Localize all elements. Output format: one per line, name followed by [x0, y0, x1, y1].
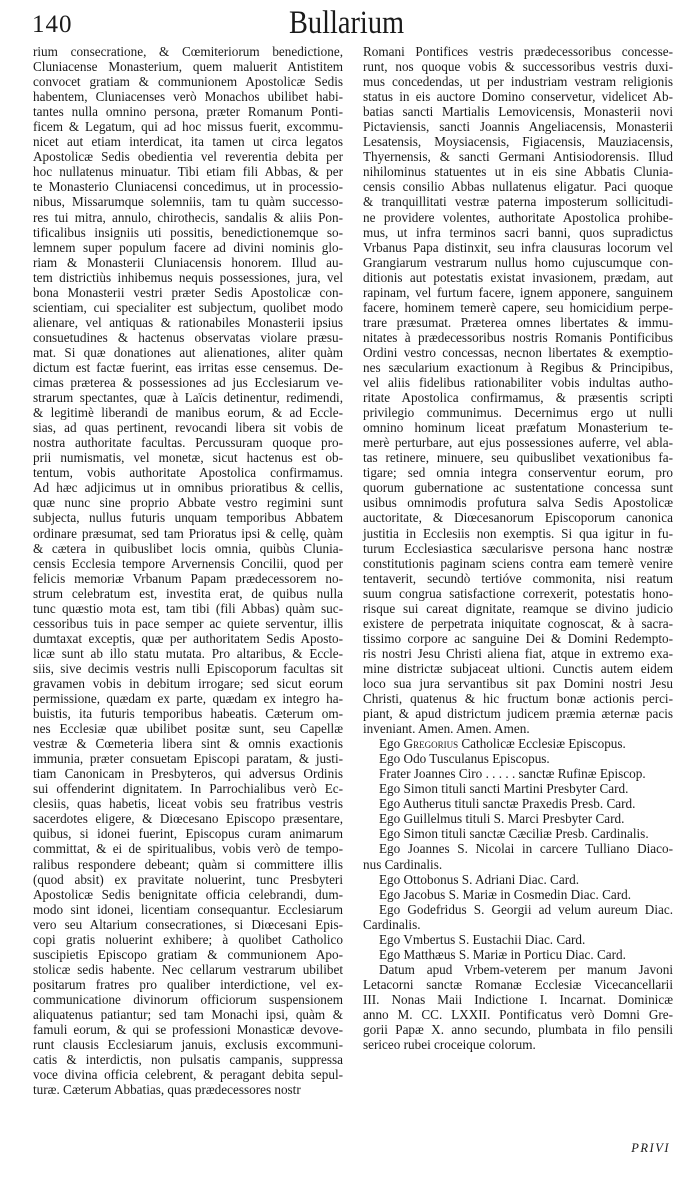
text-line: communicatione divinorum officiorum suspensionem	[33, 991, 343, 1007]
text-line: tem districtiùs inhibemus nequis possessiones, jura, vel	[33, 269, 343, 285]
catchword: PRIVI	[631, 1141, 670, 1155]
text-line: ritate Apostolica confirmamus, & præsentis scripti	[363, 390, 673, 406]
datum-line: Datum apud Vrbem-veterem per manum Javoni	[379, 961, 673, 977]
text-line: buistis, ita futuris temporibus habeatis. Cæterum om-	[33, 706, 343, 722]
text-line: Romani Pontifices vestris prædecessoribus concesse-	[363, 44, 673, 59]
text-line: auctoritate, & Diœcesanorum Episcoporum canonica	[363, 510, 673, 526]
text-line: sacerdotes eligere, & Diœcesano Episcopo præsentare,	[33, 811, 343, 827]
text-line: gravamen vobis in debitum irrogare; sed sicut eorum	[33, 675, 343, 691]
text-line: convocet gratiam & communionem Apostolicæ Sedis	[33, 74, 343, 90]
text-line: dictum est factæ fuerint, eas irritas esse censemus. De-	[33, 359, 343, 375]
text-line: clesiis, quas habetis, liceat vobis seu fratribus vestris	[33, 796, 343, 812]
page-number: 140	[32, 11, 73, 38]
text-line: scientiam, cui specialiter est subjectum, quolibet modo	[33, 299, 343, 315]
signature-line: Ego Vmbertus S. Eustachii Diac. Card.	[379, 931, 586, 947]
text-line: rium consecratione, & Cœmiteriorum benedictione,	[33, 44, 343, 59]
text-line: tificalibus insigniis uti possitis, benedictionemque so-	[33, 224, 343, 240]
text-line: dumtaxat exceptis, quæ per authoritatem Sedis Aposto-	[33, 630, 343, 646]
text-line: & tranquillitati vestræ paterna imposterum sollicitudi-	[363, 194, 673, 210]
text-line: tentaverit, secundò tertióve commonita, nisi reatum	[363, 570, 673, 586]
text-line: Cluniacense Monasterium, quem maluerit Antistitem	[33, 59, 343, 75]
signature-line: Ego Odo Tusculanus Episcopus.	[379, 751, 550, 767]
text-line: trare præsumat. Præterea omnes libertates & immu-	[363, 314, 673, 330]
text-line: tas retinere, minuere, seu quibuslibet vexationibus fa-	[363, 450, 673, 466]
datum-line: sericeo rubei croceique colorum.	[363, 1037, 536, 1053]
signature-line: Ego Simon tituli sancti Martini Presbyter Card.	[379, 781, 629, 797]
text-line: strarum spectantes, quæ à Laïcis detinentur, redimendi,	[33, 390, 343, 406]
signature-line: Ego Simon tituli sanctæ Cæciliæ Presb. Cardinalis.	[379, 826, 649, 842]
text-line: tiam Canonicam in Presbyteros, qui adversus Ordinis	[33, 766, 343, 782]
signature-line: Ego Autherus tituli sanctæ Praxedis Presb. Card.	[379, 796, 636, 812]
signature-rest: Catholicæ Ecclesiæ Episcopus.	[458, 736, 626, 752]
text-line: nes sæcularium exactionum à Regibus & Principibus,	[363, 359, 673, 375]
text-line: vel aliis fidelibus rationabiliter vobis indultas autho-	[363, 375, 673, 391]
text-line: positarum fratres pro qualiber interdictione, vel ex-	[33, 976, 343, 992]
text-line: tunc quæstio mota est, tam tibi (fili Abbas) quàm suc-	[33, 600, 343, 616]
text-line: usibus omnimodis profutura salva Sedis Apostolicæ	[363, 495, 673, 511]
text-line: strum celebratum est, investita erat, de quibus nulla	[33, 585, 343, 601]
text-line: nicet aut etiam interdicat, ita tamen ut circa legatos	[33, 134, 343, 150]
right-column	[363, 44, 673, 1052]
text-line: cessoribus tuis in pace semper ac quiete serventur, illis	[33, 615, 343, 631]
text-line: bona Monasterii vestri præter Sedis Apostolicæ con-	[33, 284, 343, 300]
text-line: sias, ad quas pertinent, revocandi libera sit vobis de	[33, 420, 343, 436]
text-line: constitutionis paginam sciens contra eam temerè venire	[363, 555, 673, 571]
text-line: aliquatenus patiantur; sed tam Monachi ipsi, quàm &	[33, 1007, 343, 1022]
signatory-name: Gregorius	[403, 736, 459, 752]
text-line: & legitimè liberandi de manibus eorum, & ad Eccle-	[33, 405, 343, 421]
datum-line: III. Nonas Maii Indictione I. Incarnat. Dominicæ	[363, 991, 673, 1007]
text-line: privilegio communimus. Decernimus ergo ut nulli	[363, 405, 673, 421]
text-line: nostra authoritate facultas. Percussuram quoque pro-	[33, 435, 343, 451]
text-line: ficem & Legatum, qui ad hoc missus fuerit, excommu-	[33, 119, 343, 135]
signature-line: Ego Joannes S. Nicolai in carcere Tulliano Diaco-	[379, 841, 673, 857]
text-line: stolicæ sedis habente. Nec cellarum vestrarum ubilibet	[33, 961, 343, 977]
text-line: tantes nulla omnino persona, præter Romanum Ponti-	[33, 104, 343, 120]
text-line: tentum, vobis authoritate Apostolica confirmamus.	[33, 465, 343, 481]
text-line: tissimo corpore ac sanguine Dei & Domini Redempto-	[363, 630, 673, 646]
text-line: sui offenderint dignitatem. In Parrochialibus verò Ec-	[33, 781, 343, 797]
text-line: vero seu Altarium consecrationes, si Diœcesani Epis-	[33, 916, 343, 932]
text-line: loco sua jura servantibus sit pax Domini nostri Jesu	[363, 675, 673, 691]
text-line: existere de perpetrata iniquitate cognoscat, & à sacra-	[363, 615, 673, 631]
text-line: prii numismatis, vel monetæ, sicut hactenus est ob-	[33, 450, 343, 466]
text-line: catis & interdictis, non pulsatis campanis, suppressa	[33, 1052, 343, 1068]
text-line: omnino hominum liceat præfatum Monasterium te-	[363, 420, 673, 436]
text-line: permissione, quædam ex parte, quædam ex integro ha-	[33, 691, 343, 707]
text-line: cimas præterea & possessiones ad jus Ecclesiarum ve-	[33, 375, 343, 391]
left-column	[33, 44, 343, 1097]
text-line: Lesatensis, Moysiacensis, Figiacensis, Mauziacensis,	[363, 134, 673, 150]
text-line: risque sui careat dignitate, reamque se divino judicio	[363, 600, 673, 616]
text-line: Christi, quatenus & hic fructum bonæ actionis perci-	[363, 691, 673, 707]
text-line: Grangiarum vestrarum nullus homo cujuscumque con-	[363, 254, 673, 270]
text-line: ordinare præsumat, sed tam Prioratus ipsi & cellę, quàm	[33, 525, 343, 541]
text-line: tigare; sed omnia integra conserventur eorum, pro	[363, 465, 673, 481]
text-line: & cætera in quibuslibet locis omnia, quibùs Clunia-	[33, 540, 343, 556]
text-line: Ad hæc adjicimus ut in omnibus prioratibus & cellis,	[33, 480, 343, 496]
text-line: voce divina officia celebrent, & peragant debita sepul-	[33, 1067, 343, 1083]
text-line: censis Ecclesia tempore Arvernensis Concilii, quod per	[33, 555, 343, 571]
text-line: Apostolicæ Sedis obedientia vel reverentia debita per	[33, 149, 343, 165]
signature-line	[363, 736, 673, 751]
text-line: lemnem super populum facere ad divini nominis glo-	[33, 239, 343, 255]
text-line: justitia in Ecclesiis non exemptis. Si qua igitur in fu-	[363, 525, 673, 541]
signature-continuation: Cardinalis.	[363, 916, 421, 932]
text-line: nibus, Missarumque solemniis, tam tu quàm successo-	[33, 194, 343, 210]
text-line: licæ sunt ab illo statu mutata. Pro altaribus, & Eccle-	[33, 645, 343, 661]
datum-line: anno M. CC. LXXII. Pontificatus verò Domni Gre-	[363, 1007, 673, 1022]
text-line: batias sancti Martialis Lemovicensis, Monasterii novi	[363, 104, 673, 120]
signature-prefix: Ego	[379, 736, 404, 752]
text-line: committat, & ei de spiritualibus, vobis verò de tempo-	[33, 841, 343, 857]
text-line: suscipietis Episcopo gratiam & communionem Apo-	[33, 946, 343, 962]
running-title: Bullarium	[289, 5, 405, 41]
text-line: famuli eorum, & qui se professioni Monasticæ devove-	[33, 1022, 343, 1038]
text-line: censis consilio Abbas nullatenus eligatur. Paci quoque	[363, 179, 673, 195]
datum-line: gorii Papæ X. anno secundo, plumbata in filo pensili	[363, 1022, 673, 1038]
text-line: mat. Si quæ donationes aut alienationes, aliter quàm	[33, 344, 343, 360]
text-line: res tui mitra, annulo, chirothecis, sandalis & aliis Pon-	[33, 209, 343, 225]
text-line: rapinam, vel furtum facere, ignem apponere, sanguinem	[363, 284, 673, 300]
text-line: status in eis auctore Domino conservetur, videlicet Ab-	[363, 89, 673, 105]
text-line: Pictaviensis, sancti Joannis Angeliacensis, Monasterii	[363, 119, 673, 135]
text-line: mus, ut infra terminos sacri banni, quos supradictus	[363, 224, 673, 240]
text-line: runt, nos quoque vobis & successoribus vestris duxi-	[363, 59, 673, 75]
signature-line: Frater Joannes Ciro . . . . . sanctæ Rufinæ Episcop.	[379, 766, 646, 782]
text-line: Ordini vestro concessas, necnon libertates & exemptio-	[363, 344, 673, 360]
text-line: facere, hominem temerè capere, seu homicidium perpe-	[363, 299, 673, 315]
signature-line: Ego Jacobus S. Mariæ in Cosmedin Diac. Card.	[379, 886, 631, 902]
text-line: nitates à prædecessoribus nostris Romanis Pontificibus	[363, 329, 673, 345]
signature-line: Ego Ottobonus S. Adriani Diac. Card.	[379, 871, 579, 887]
text-line: ditionis aut potestatis existat invasionem, prædam, aut	[363, 269, 673, 285]
text-line: turæ. Cæterum Abbatias, quas prædecessores nostr	[33, 1082, 301, 1098]
datum-line: Letacorni sanctæ Romanæ Ecclesiæ Vicecancellarii	[363, 976, 673, 992]
text-line: turum Ecclesiastica sæcularisve persona hanc nostræ	[363, 540, 673, 556]
text-line: ne providere volentes, authoritate Apostolica prohibe-	[363, 209, 673, 225]
text-line: inveniant. Amen. Amen. Amen.	[363, 721, 530, 737]
text-line: vestræ & Cœmeteria libera sint & omnis exactionis	[33, 736, 343, 752]
text-line: habentem, Cluniacenses verò Monachos ubilibet habi-	[33, 89, 343, 105]
signature-continuation: nus Cardinalis.	[363, 856, 443, 872]
text-line: felicis memoriæ Vrbanum Papam prædecessorem no-	[33, 570, 343, 586]
text-line: Vrbanus Papa distinxit, seu infra clausuras locorum vel	[363, 239, 673, 255]
text-line: suum congrua satisfactione correxerit, potestatis hono-	[363, 585, 673, 601]
text-line: Thyernensis, & sancti Germani Antisiodorensis. Illud	[363, 149, 673, 165]
text-line: piant, & apud districtum judicem præmia æternæ pacis	[363, 706, 673, 722]
text-line: modo sint idonei, licentiam consequantur. Ecclesiarum	[33, 901, 343, 917]
text-line: quorum gubernatione ac sustentatione concessa sunt	[363, 480, 673, 496]
text-line: mine districtæ subjaceat ultioni. Cunctis autem eidem	[363, 660, 673, 676]
text-line: runt clausis Ecclesiarum januis, exclusis excommuni-	[33, 1037, 343, 1053]
text-line: merè perturbare, aut ejus possessiones auferre, vel abla-	[363, 435, 673, 451]
signature-line: Ego Matthæus S. Mariæ in Porticu Diac. Card.	[379, 946, 626, 962]
text-line: siis, sive decimis vestris nulli Episcoporum facultas sit	[33, 660, 343, 676]
text-line: immunia, præter consuetam Episcopi paratam, & justi-	[33, 751, 343, 767]
text-line: hoc nullatenus minuatur. Tibi etiam fili Abbas, & per	[33, 164, 343, 180]
text-line: quibus, si idonei fuerint, Episcopus curam animarum	[33, 826, 343, 842]
text-line: riam & Monasterii Cluniacensis honorem. Illud au-	[33, 254, 343, 270]
text-line: copi gratis noluerint exhibere; à quolibet Catholico	[33, 931, 343, 947]
text-line: ralibus respondere debeant; quàm si committere illis	[33, 856, 343, 872]
text-line: subjecta, nullus futuris unquam temporibus Abbatem	[33, 510, 343, 526]
signature-line: Ego Guillelmus tituli S. Marci Presbyter Card.	[379, 811, 625, 827]
text-line: mus concedendas, ut per industriam vestram religionis	[363, 74, 673, 90]
text-line: nes Ecclesiæ quæ ubilibet positæ sunt, seu Capellæ	[33, 721, 343, 737]
signature-line: Ego Godefridus S. Georgii ad velum aureum Diac.	[379, 901, 673, 917]
text-line: te Monasterio Cluniacensi concedimus, ut in processio-	[33, 179, 343, 195]
text-line: quæ nunc sine proprio Abbate vestro regimini sunt	[33, 495, 343, 511]
text-line: consuetudines & hactenus observatas violare præsu-	[33, 329, 343, 345]
text-line: Apostolicæ Sedis benignitate officia celebrandi, dum-	[33, 886, 343, 902]
text-line: nihilominus statuentes ut in eis sine Abbatis Clunia-	[363, 164, 673, 180]
text-line: (quod absit) ex pravitate noluerint, tunc Presbyteri	[33, 871, 343, 887]
text-line: alienare, vel antiquas & rationabiles Monasterii ipsius	[33, 314, 343, 330]
text-line: ris nostri Jesu Christi aliena fiat, atque in extremo exa-	[363, 645, 673, 661]
